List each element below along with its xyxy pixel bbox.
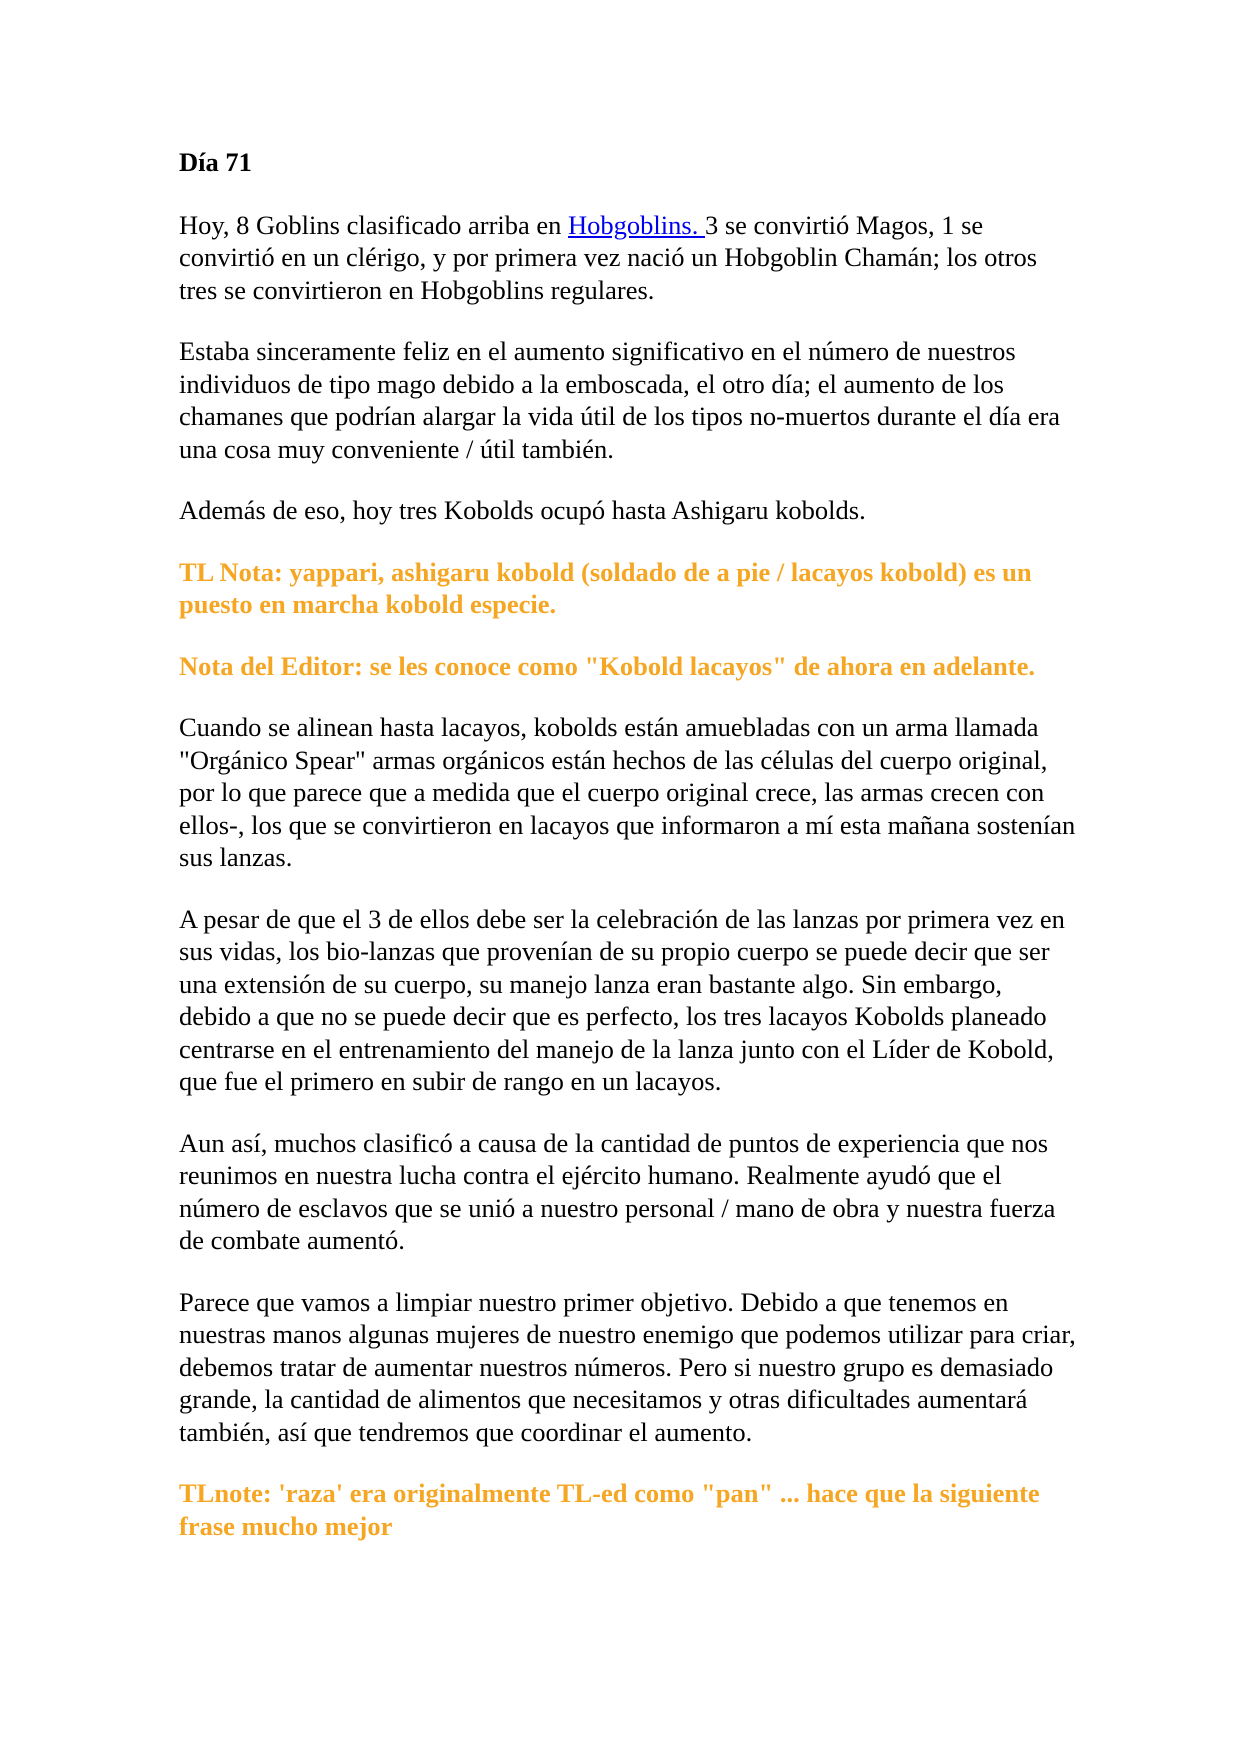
paragraph-5: A pesar de que el 3 de ellos debe ser la celebración de las lanzas por primera vez en sus vidas, los bio-lanzas que provenían de su propio cuerpo se puede decir que ser una extensión de su cuerpo, su manejo lanza eran bastante algo. Sin embargo, debido a que no se puede decir que es perfecto, los tres lacayos Kobolds planeado centrarse en el entrenamiento del manejo de la lanza junto con el Líder de Kobold, que fue el primero en subir de rango en un lacayos. (179, 903, 1065, 1096)
hobgoblins-link[interactable]: Hobgoblins. (568, 209, 705, 240)
tl-note-2: TLnote: 'raza' era originalmente TL-ed como "pan" ... hace que la siguiente frase mucho mejor (179, 1478, 1040, 1541)
chapter-heading: Día 71 (179, 147, 252, 177)
paragraph-6: Aun así, muchos clasificó a causa de la cantidad de puntos de experiencia que nos reunimos en nuestra lucha contra el ejército humano. Realmente ayudó que el número de esclavos que se unió a nuestro personal / mano de obra y nuestra fuerza de combate aumentó. (179, 1127, 1056, 1255)
paragraph-4: Cuando se alinean hasta lacayos, kobolds están amuebladas con un arma llamada "Orgánico Spear" armas orgánicos están hechos de las células del cuerpo original, por lo que parece que a medida que el cuerpo original crece, las armas crecen con ellos-, los que se convirtieron en lacayos que informaron a mí esta mañana sostenían sus lanzas. (179, 712, 1076, 872)
paragraph-1-after: 3 se convirtió Magos, 1 se convirtió en un clérigo, y por primera vez nació un Hobgoblin Chamán; los otros tres se convirtieron en Hobgoblins regulares. (179, 209, 1038, 305)
editor-note: Nota del Editor: se les conoce como "Kobold lacayos" de ahora en adelante. (179, 650, 1036, 681)
paragraph-2: Estaba sinceramente feliz en el aumento significativo en el número de nuestros individuos de tipo mago debido a la emboscada, el otro día; el aumento de los chamanes que podrían alargar la vida útil de los tipos no-muertos durante el día era una cosa muy conveniente / útil también. (179, 336, 1061, 464)
paragraph-3: Además de eso, hoy tres Kobolds ocupó hasta Ashigaru kobolds. (179, 495, 866, 525)
tl-note-1: TL Nota: yappari, ashigaru kobold (soldado de a pie / lacayos kobold) es un puesto en marcha kobold especie. (179, 556, 1032, 619)
paragraph-1 (179, 209, 1079, 307)
document-page (179, 146, 1079, 1571)
paragraph-1-before: Hoy, 8 Goblins clasificado arriba en (179, 209, 569, 240)
paragraph-7: Parece que vamos a limpiar nuestro primer objetivo. Debido a que tenemos en nuestras manos algunas mujeres de nuestro enemigo que podemos utilizar para criar, debemos tratar de aumentar nuestros números. Pero si nuestro grupo es demasiado grande, la cantidad de alimentos que necesitamos y otras dificultades aumentará también, así que tendremos que coordinar el aumento. (179, 1286, 1076, 1447)
